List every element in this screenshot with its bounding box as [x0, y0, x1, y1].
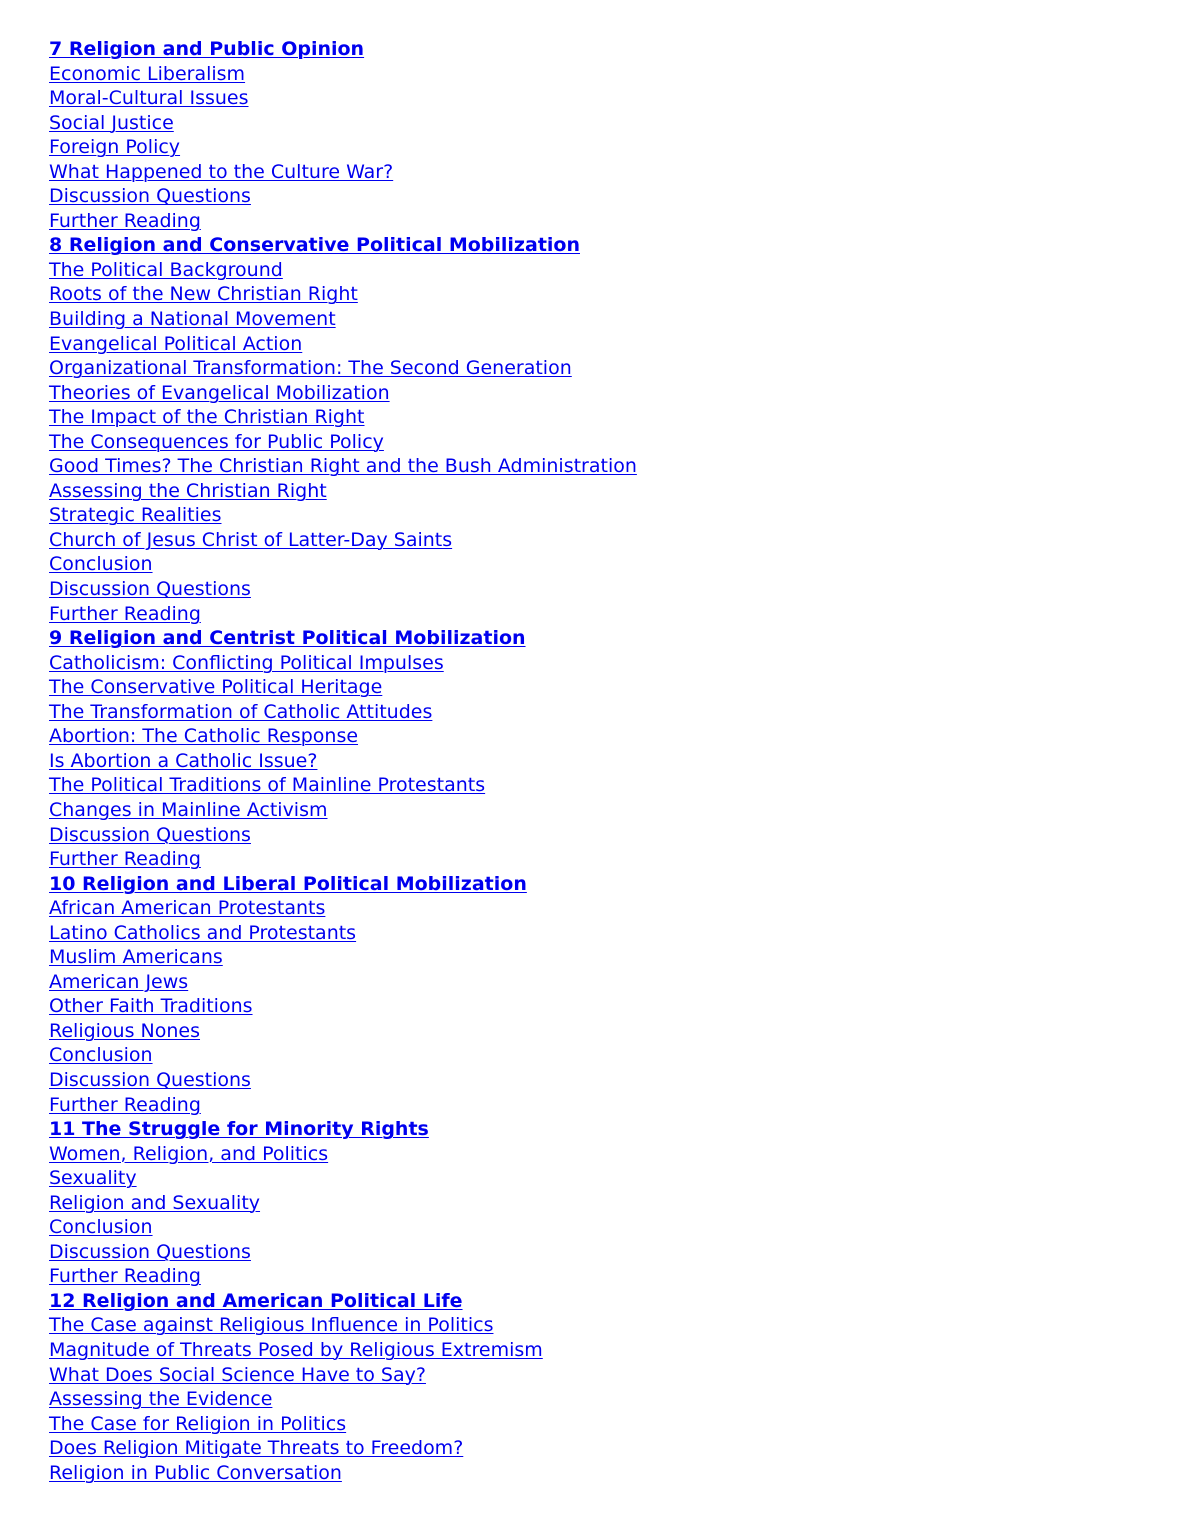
- toc-section-link[interactable]: The Impact of the Christian Right: [49, 406, 365, 429]
- toc-section-link[interactable]: American Jews: [49, 970, 189, 993]
- toc-section-link[interactable]: Further Reading: [49, 848, 201, 871]
- toc-chapter-link[interactable]: 12 Religion and American Political Life: [49, 1289, 463, 1312]
- toc-section-item: [49, 1166, 637, 1191]
- toc-section-item: [49, 135, 637, 160]
- toc-section-link[interactable]: Muslim Americans: [49, 946, 223, 969]
- toc-section-item: [49, 700, 637, 725]
- toc-section-item: [49, 749, 637, 774]
- toc-chapter-link[interactable]: 8 Religion and Conservative Political Mobilization: [49, 234, 580, 257]
- toc-section-link[interactable]: Religion and Sexuality: [49, 1191, 261, 1214]
- table-of-contents: [49, 37, 637, 1485]
- toc-section-link[interactable]: Discussion Questions: [49, 1068, 251, 1091]
- toc-chapter-item: [49, 1117, 637, 1142]
- toc-section-item: [49, 994, 637, 1019]
- toc-section-item: [49, 1338, 637, 1363]
- toc-section-item: [49, 86, 637, 111]
- toc-section-link[interactable]: Assessing the Christian Right: [49, 479, 327, 502]
- toc-section-item: [49, 1240, 637, 1265]
- toc-chapter-item: [49, 872, 637, 897]
- toc-section-link[interactable]: Further Reading: [49, 602, 201, 625]
- toc-section-link[interactable]: The Case for Religion in Politics: [49, 1412, 347, 1435]
- toc-section-item: [49, 823, 637, 848]
- toc-section-link[interactable]: Economic Liberalism: [49, 62, 246, 85]
- toc-section-item: [49, 209, 637, 234]
- toc-section-link[interactable]: Church of Jesus Christ of Latter-Day Saints: [49, 528, 453, 551]
- toc-section-item: [49, 552, 637, 577]
- toc-section-link[interactable]: Discussion Questions: [49, 1240, 251, 1263]
- toc-section-link[interactable]: The Political Traditions of Mainline Protestants: [49, 774, 486, 797]
- toc-section-item: [49, 1093, 637, 1118]
- toc-section-link[interactable]: Roots of the New Christian Right: [49, 283, 358, 306]
- toc-section-item: [49, 921, 637, 946]
- toc-section-link[interactable]: Religious Nones: [49, 1019, 201, 1042]
- toc-section-link[interactable]: Strategic Realities: [49, 504, 222, 527]
- toc-section-link[interactable]: Building a National Movement: [49, 308, 336, 331]
- toc-section-item: [49, 1043, 637, 1068]
- toc-section-link[interactable]: Further Reading: [49, 1265, 201, 1288]
- toc-section-item: [49, 724, 637, 749]
- toc-chapter-link[interactable]: 11 The Struggle for Minority Rights: [49, 1118, 429, 1141]
- toc-section-item: [49, 454, 637, 479]
- toc-section-link[interactable]: African American Protestants: [49, 897, 326, 920]
- toc-section-item: [49, 282, 637, 307]
- toc-section-item: [49, 332, 637, 357]
- toc-section-link[interactable]: Is Abortion a Catholic Issue?: [49, 749, 318, 772]
- toc-section-item: [49, 307, 637, 332]
- toc-section-link[interactable]: Conclusion: [49, 553, 153, 576]
- toc-section-link[interactable]: Magnitude of Threats Posed by Religious Extremism: [49, 1338, 543, 1361]
- toc-section-link[interactable]: Abortion: The Catholic Response: [49, 725, 359, 748]
- toc-section-item: [49, 111, 637, 136]
- toc-section-item: [49, 1387, 637, 1412]
- toc-section-item: [49, 1264, 637, 1289]
- toc-section-item: [49, 405, 637, 430]
- toc-section-link[interactable]: The Political Background: [49, 258, 283, 281]
- toc-section-item: [49, 184, 637, 209]
- toc-section-item: [49, 798, 637, 823]
- toc-section-item: [49, 160, 637, 185]
- toc-section-link[interactable]: Assessing the Evidence: [49, 1388, 273, 1411]
- toc-section-link[interactable]: Other Faith Traditions: [49, 995, 253, 1018]
- toc-section-item: [49, 430, 637, 455]
- toc-section-item: [49, 1019, 637, 1044]
- toc-section-item: [49, 847, 637, 872]
- toc-section-item: [49, 528, 637, 553]
- toc-section-link[interactable]: Foreign Policy: [49, 136, 181, 159]
- toc-section-link[interactable]: Conclusion: [49, 1216, 153, 1239]
- toc-section-item: [49, 945, 637, 970]
- toc-section-link[interactable]: Further Reading: [49, 1093, 201, 1116]
- toc-section-item: [49, 1142, 637, 1167]
- toc-chapter-link[interactable]: 10 Religion and Liberal Political Mobilization: [49, 872, 527, 895]
- toc-section-link[interactable]: Discussion Questions: [49, 578, 251, 601]
- toc-section-item: [49, 62, 637, 87]
- toc-section-item: [49, 577, 637, 602]
- toc-section-item: [49, 258, 637, 283]
- toc-chapter-link[interactable]: 7 Religion and Public Opinion: [49, 38, 365, 60]
- toc-section-link[interactable]: Organizational Transformation: The Second Generation: [49, 357, 572, 380]
- toc-section-link[interactable]: Religion in Public Conversation: [49, 1461, 342, 1484]
- toc-section-link[interactable]: Discussion Questions: [49, 823, 251, 846]
- toc-section-item: [49, 1461, 637, 1486]
- toc-section-link[interactable]: The Consequences for Public Policy: [49, 430, 384, 453]
- toc-section-link[interactable]: Sexuality: [49, 1167, 137, 1190]
- toc-section-link[interactable]: Women, Religion, and Politics: [49, 1142, 329, 1165]
- toc-section-item: [49, 651, 637, 676]
- toc-section-link[interactable]: Conclusion: [49, 1044, 153, 1067]
- toc-section-item: [49, 1068, 637, 1093]
- toc-section-link[interactable]: The Case against Religious Influence in Politics: [49, 1314, 494, 1337]
- toc-chapter-item: [49, 37, 637, 62]
- toc-section-item: [49, 503, 637, 528]
- toc-chapter-item: [49, 1289, 637, 1314]
- toc-section-item: [49, 479, 637, 504]
- toc-section-link[interactable]: Catholicism: Conflicting Political Impulses: [49, 651, 444, 674]
- toc-section-item: [49, 1313, 637, 1338]
- toc-section-link[interactable]: What Happened to the Culture War?: [49, 160, 394, 183]
- toc-chapter-item: [49, 626, 637, 651]
- toc-section-item: [49, 356, 637, 381]
- toc-section-link[interactable]: Theories of Evangelical Mobilization: [49, 381, 390, 404]
- toc-section-link[interactable]: What Does Social Science Have to Say?: [49, 1363, 426, 1386]
- toc-section-item: [49, 1436, 637, 1461]
- toc-section-item: [49, 970, 637, 995]
- toc-section-item: [49, 773, 637, 798]
- toc-section-link[interactable]: Changes in Mainline Activism: [49, 798, 328, 821]
- toc-section-item: [49, 1412, 637, 1437]
- toc-chapter-link[interactable]: 9 Religion and Centrist Political Mobilization: [49, 627, 526, 650]
- toc-section-link[interactable]: Social Justice: [49, 111, 174, 134]
- toc-section-link[interactable]: Evangelical Political Action: [49, 332, 303, 355]
- toc-section-item: [49, 1363, 637, 1388]
- toc-section-link[interactable]: The Conservative Political Heritage: [49, 676, 383, 699]
- toc-section-item: [49, 1215, 637, 1240]
- toc-section-link[interactable]: Further Reading: [49, 209, 201, 232]
- toc-chapter-item: [49, 233, 637, 258]
- toc-section-link[interactable]: The Transformation of Catholic Attitudes: [49, 700, 433, 723]
- toc-section-item: [49, 1191, 637, 1216]
- toc-section-link[interactable]: Good Times? The Christian Right and the Bush Administration: [49, 455, 637, 478]
- toc-section-item: [49, 675, 637, 700]
- toc-section-link[interactable]: Discussion Questions: [49, 185, 251, 208]
- toc-section-item: [49, 381, 637, 406]
- toc-section-link[interactable]: Does Religion Mitigate Threats to Freedom?: [49, 1437, 464, 1460]
- toc-section-link[interactable]: Latino Catholics and Protestants: [49, 921, 357, 944]
- toc-section-item: [49, 896, 637, 921]
- toc-section-link[interactable]: Moral-Cultural Issues: [49, 87, 249, 110]
- toc-section-item: [49, 602, 637, 627]
